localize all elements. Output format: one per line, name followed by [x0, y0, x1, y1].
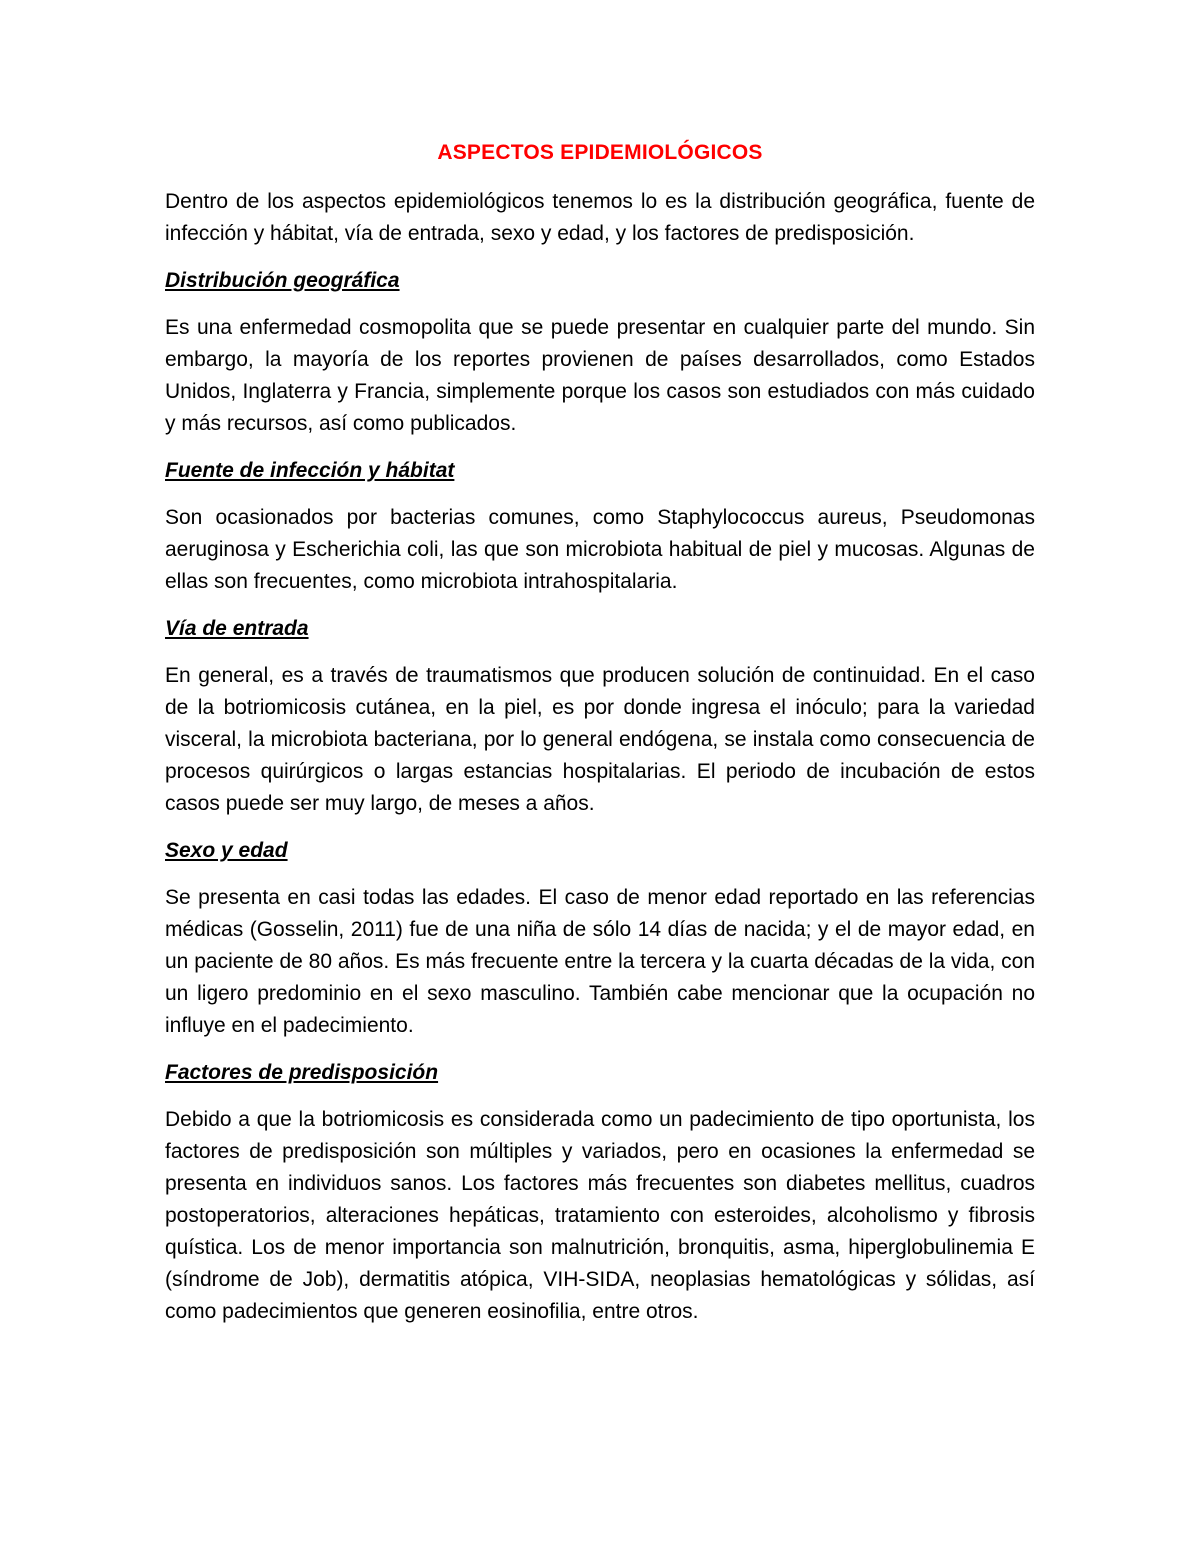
section-heading-factores: Factores de predisposición: [165, 1061, 439, 1084]
intro-paragraph: Dentro de los aspectos epidemiológicos tenemos lo es la distribución geográfica, fuente de infección y hábitat, vía de entrada, sexo y edad, y los factores de predisposición.: [165, 190, 1035, 245]
section-text-distribucion: Es una enfermedad cosmopolita que se puede presentar en cualquier parte del mundo. Sin embargo, la mayoría de los reportes provienen de países desarrollados, como Estados Unidos, Inglaterra y Francia, simplemente porque los casos son estudiados con más cuidado y más recursos, así como publicados.: [165, 316, 1035, 435]
section-heading-sexo: Sexo y edad: [165, 839, 288, 862]
section-heading-distribucion: Distribución geográfica: [165, 269, 400, 292]
page-title: ASPECTOS EPIDEMIOLÓGICOS: [437, 141, 763, 164]
document-page: [165, 138, 1035, 1344]
section-heading-fuente: Fuente de infección y hábitat: [165, 459, 455, 482]
section-text-via: En general, es a través de traumatismos que producen solución de continuidad. En el caso de la botriomicosis cutánea, en la piel, es por donde ingresa el inóculo; para la variedad visceral, la microbiota bacteriana, por lo general endógena, se instala como consecuencia de procesos quirúrgicos o largas estancias hospitalarias. El periodo de incubación de estos casos puede ser muy largo, de meses a años.: [165, 664, 1035, 815]
section-heading-via: Vía de entrada: [165, 617, 309, 640]
section-text-fuente: Son ocasionados por bacterias comunes, como Staphylococcus aureus, Pseudomonas aeruginosa y Escherichia coli, las que son microbiota habitual de piel y mucosas. Algunas de ellas son frecuentes, como microbiota intrahospitalaria.: [165, 506, 1035, 593]
section-text-sexo: Se presenta en casi todas las edades. El caso de menor edad reportado en las referencias médicas (Gosselin, 2011) fue de una niña de sólo 14 días de nacida; y el de mayor edad, en un paciente de 80 años. Es más frecuente entre la tercera y la cuarta décadas de la vida, con un ligero predominio en el sexo masculino. También cabe mencionar que la ocupación no influye en el padecimiento.: [165, 886, 1035, 1037]
section-text-factores: Debido a que la botriomicosis es considerada como un padecimiento de tipo oportunista, los factores de predisposición son múltiples y variados, pero en ocasiones la enfermedad se presenta en individuos sanos. Los factores más frecuentes son diabetes mellitus, cuadros postoperatorios, alteraciones hepáticas, tratamiento con esteroides, alcoholismo y fibrosis quística. Los de menor importancia son malnutrición, bronquitis, asma, hiperglobulinemia E (síndrome de Job), dermatitis atópica, VIH-SIDA, neoplasias hematológicas y sólidas, así como padecimientos que generen eosinofilia, entre otros.: [165, 1108, 1035, 1323]
